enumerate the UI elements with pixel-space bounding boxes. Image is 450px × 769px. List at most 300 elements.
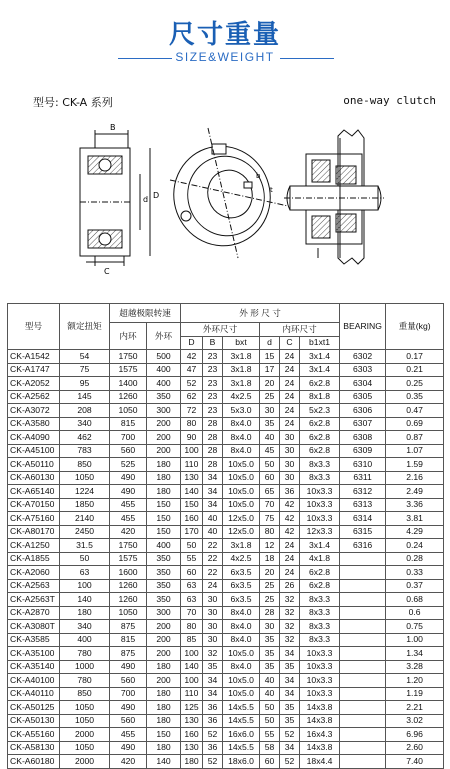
cell-D: 170 bbox=[181, 525, 203, 539]
cell-d: 80 bbox=[260, 525, 280, 539]
cell-D: 100 bbox=[181, 647, 203, 661]
cell-model: CK-A55160 bbox=[8, 728, 60, 742]
cell-torque: 780 bbox=[60, 647, 110, 661]
cell-weight: 0.68 bbox=[386, 593, 444, 607]
cell-bearing: 6302 bbox=[340, 350, 386, 364]
cell-model: CK-A2870 bbox=[8, 606, 60, 620]
cell-d: 60 bbox=[260, 471, 280, 485]
cell-model: CK-A45100 bbox=[8, 444, 60, 458]
cell-B: 34 bbox=[203, 498, 223, 512]
cell-B: 34 bbox=[203, 471, 223, 485]
cell-torque: 140 bbox=[60, 593, 110, 607]
header-speed: 超越极限转速 bbox=[110, 304, 181, 323]
table-row bbox=[8, 363, 444, 377]
cell-B: 28 bbox=[203, 444, 223, 458]
header-speed-inner: 内环 bbox=[110, 323, 147, 350]
cell-D: 130 bbox=[181, 714, 203, 728]
cell-C: 34 bbox=[280, 741, 300, 755]
cell-bearing: 6306 bbox=[340, 404, 386, 418]
cell-C: 32 bbox=[280, 606, 300, 620]
cell-torque: 145 bbox=[60, 390, 110, 404]
table-row bbox=[8, 390, 444, 404]
cell-d: 35 bbox=[260, 417, 280, 431]
cell-b1xt1: 14x3.8 bbox=[300, 714, 340, 728]
cell-B: 28 bbox=[203, 417, 223, 431]
cell-d: 30 bbox=[260, 404, 280, 418]
cell-C: 30 bbox=[280, 471, 300, 485]
table-row bbox=[8, 741, 444, 755]
cell-speed-inner: 420 bbox=[110, 525, 147, 539]
cell-D: 55 bbox=[181, 552, 203, 566]
cell-bxt: 12x5.0 bbox=[223, 512, 260, 526]
cell-B: 32 bbox=[203, 647, 223, 661]
table-row bbox=[8, 660, 444, 674]
cell-bxt: 3x1.8 bbox=[223, 377, 260, 391]
cell-bxt: 8x4.0 bbox=[223, 620, 260, 634]
cell-speed-inner: 1400 bbox=[110, 377, 147, 391]
cell-B: 40 bbox=[203, 512, 223, 526]
cell-b1xt1: 5x2.3 bbox=[300, 404, 340, 418]
cell-bearing: 6308 bbox=[340, 431, 386, 445]
table-row bbox=[8, 620, 444, 634]
cell-B: 35 bbox=[203, 660, 223, 674]
cell-B: 23 bbox=[203, 350, 223, 364]
cell-speed-inner: 490 bbox=[110, 741, 147, 755]
cell-weight: 4.29 bbox=[386, 525, 444, 539]
cell-bearing: 6312 bbox=[340, 485, 386, 499]
cell-C: 35 bbox=[280, 714, 300, 728]
cell-bxt: 6x3.5 bbox=[223, 593, 260, 607]
cell-weight: 7.40 bbox=[386, 755, 444, 769]
cell-d: 50 bbox=[260, 701, 280, 715]
cell-speed-inner: 700 bbox=[110, 431, 147, 445]
cell-weight: 1.07 bbox=[386, 444, 444, 458]
cell-d: 12 bbox=[260, 539, 280, 553]
cell-B: 52 bbox=[203, 728, 223, 742]
technical-drawing bbox=[0, 108, 450, 288]
cell-C: 24 bbox=[280, 539, 300, 553]
cell-C: 52 bbox=[280, 728, 300, 742]
cell-weight: 2.16 bbox=[386, 471, 444, 485]
cell-d: 15 bbox=[260, 350, 280, 364]
cell-speed-outer: 150 bbox=[147, 525, 181, 539]
cell-b1xt1: 8x3.3 bbox=[300, 593, 340, 607]
cell-speed-outer: 400 bbox=[147, 539, 181, 553]
table-row bbox=[8, 525, 444, 539]
cell-model: CK-A2563T bbox=[8, 593, 60, 607]
cell-b1xt1: 4x1.8 bbox=[300, 552, 340, 566]
cell-speed-inner: 455 bbox=[110, 498, 147, 512]
cell-torque: 2140 bbox=[60, 512, 110, 526]
table-row bbox=[8, 714, 444, 728]
front-view bbox=[160, 128, 288, 259]
cell-b1xt1: 3x1.4 bbox=[300, 539, 340, 553]
cell-bxt: 8x4.0 bbox=[223, 633, 260, 647]
cell-bearing: 6314 bbox=[340, 512, 386, 526]
cell-weight: 3.28 bbox=[386, 660, 444, 674]
cell-D: 62 bbox=[181, 390, 203, 404]
cell-torque: 54 bbox=[60, 350, 110, 364]
cell-torque: 340 bbox=[60, 620, 110, 634]
cell-bxt: 10x5.0 bbox=[223, 674, 260, 688]
cell-b1xt1: 10x3.3 bbox=[300, 647, 340, 661]
cell-bearing bbox=[340, 552, 386, 566]
cell-d: 65 bbox=[260, 485, 280, 499]
cell-speed-outer: 200 bbox=[147, 674, 181, 688]
cell-speed-outer: 150 bbox=[147, 728, 181, 742]
cell-d: 20 bbox=[260, 377, 280, 391]
cell-bxt: 10x5.0 bbox=[223, 647, 260, 661]
cell-d: 20 bbox=[260, 566, 280, 580]
cell-speed-inner: 525 bbox=[110, 458, 147, 472]
cell-C: 35 bbox=[280, 660, 300, 674]
cell-d: 50 bbox=[260, 714, 280, 728]
cell-weight: 2.60 bbox=[386, 741, 444, 755]
cell-d: 40 bbox=[260, 687, 280, 701]
cell-bxt: 18x6.0 bbox=[223, 755, 260, 769]
cell-torque: 1050 bbox=[60, 701, 110, 715]
cell-bxt: 4x2.5 bbox=[223, 552, 260, 566]
cell-bxt: 6x3.5 bbox=[223, 566, 260, 580]
table-row bbox=[8, 512, 444, 526]
cell-bxt: 4x2.5 bbox=[223, 390, 260, 404]
cell-weight: 0.28 bbox=[386, 552, 444, 566]
cell-D: 72 bbox=[181, 404, 203, 418]
cell-model: CK-A2562 bbox=[8, 390, 60, 404]
cell-model: CK-A50110 bbox=[8, 458, 60, 472]
cell-speed-outer: 400 bbox=[147, 363, 181, 377]
table-row bbox=[8, 485, 444, 499]
table-row bbox=[8, 647, 444, 661]
cell-speed-outer: 200 bbox=[147, 620, 181, 634]
cell-bxt: 8x4.0 bbox=[223, 606, 260, 620]
cell-D: 47 bbox=[181, 363, 203, 377]
cell-speed-inner: 1260 bbox=[110, 593, 147, 607]
cell-speed-inner: 490 bbox=[110, 660, 147, 674]
header-D: D bbox=[181, 336, 203, 350]
cell-weight: 6.96 bbox=[386, 728, 444, 742]
cell-model: CK-A3080T bbox=[8, 620, 60, 634]
cell-torque: 340 bbox=[60, 417, 110, 431]
cell-d: 35 bbox=[260, 633, 280, 647]
cell-D: 50 bbox=[181, 539, 203, 553]
cell-D: 160 bbox=[181, 728, 203, 742]
cell-bxt: 5x3.0 bbox=[223, 404, 260, 418]
cell-torque: 63 bbox=[60, 566, 110, 580]
cell-speed-outer: 150 bbox=[147, 498, 181, 512]
cell-weight: 1.19 bbox=[386, 687, 444, 701]
cell-D: 160 bbox=[181, 512, 203, 526]
cell-d: 55 bbox=[260, 728, 280, 742]
cell-weight: 3.36 bbox=[386, 498, 444, 512]
cell-D: 110 bbox=[181, 687, 203, 701]
cell-C: 34 bbox=[280, 647, 300, 661]
cell-speed-inner: 1575 bbox=[110, 363, 147, 377]
dim-label-bxt: b bbox=[256, 172, 261, 180]
cell-model: CK-A80170 bbox=[8, 525, 60, 539]
header-bxt: bxt bbox=[223, 336, 260, 350]
table-row bbox=[8, 350, 444, 364]
cell-speed-inner: 560 bbox=[110, 674, 147, 688]
cell-C: 42 bbox=[280, 512, 300, 526]
cell-weight: 2.21 bbox=[386, 701, 444, 715]
cell-torque: 50 bbox=[60, 552, 110, 566]
cell-bearing: 6315 bbox=[340, 525, 386, 539]
dim-label-t: t bbox=[270, 186, 273, 194]
cell-speed-inner: 1260 bbox=[110, 390, 147, 404]
cell-speed-outer: 350 bbox=[147, 593, 181, 607]
cell-d: 18 bbox=[260, 552, 280, 566]
cell-bearing bbox=[340, 714, 386, 728]
cell-D: 90 bbox=[181, 431, 203, 445]
cell-bearing bbox=[340, 647, 386, 661]
cell-weight: 1.00 bbox=[386, 633, 444, 647]
cell-C: 24 bbox=[280, 566, 300, 580]
table-row bbox=[8, 606, 444, 620]
cell-b1xt1: 8x3.3 bbox=[300, 620, 340, 634]
cell-C: 24 bbox=[280, 417, 300, 431]
cell-C: 24 bbox=[280, 377, 300, 391]
table-row bbox=[8, 431, 444, 445]
cell-C: 32 bbox=[280, 620, 300, 634]
table-row bbox=[8, 593, 444, 607]
cell-b1xt1: 6x2.8 bbox=[300, 566, 340, 580]
cell-B: 23 bbox=[203, 363, 223, 377]
cell-torque: 1850 bbox=[60, 498, 110, 512]
cell-D: 80 bbox=[181, 620, 203, 634]
cell-B: 23 bbox=[203, 390, 223, 404]
cell-weight: 0.75 bbox=[386, 620, 444, 634]
cell-torque: 2000 bbox=[60, 755, 110, 769]
cell-B: 23 bbox=[203, 377, 223, 391]
cell-weight: 0.69 bbox=[386, 417, 444, 431]
cell-weight: 0.47 bbox=[386, 404, 444, 418]
cell-D: 130 bbox=[181, 741, 203, 755]
cell-model: CK-A65140 bbox=[8, 485, 60, 499]
cell-bearing: 6310 bbox=[340, 458, 386, 472]
cell-weight: 0.6 bbox=[386, 606, 444, 620]
cell-bxt: 3x1.8 bbox=[223, 363, 260, 377]
cell-model: CK-A75160 bbox=[8, 512, 60, 526]
cell-d: 25 bbox=[260, 579, 280, 593]
cell-weight: 0.25 bbox=[386, 377, 444, 391]
cell-B: 34 bbox=[203, 687, 223, 701]
cell-model: CK-A1855 bbox=[8, 552, 60, 566]
cell-bxt: 3x1.8 bbox=[223, 539, 260, 553]
page-title: 尺寸重量 bbox=[168, 20, 281, 50]
cell-B: 40 bbox=[203, 525, 223, 539]
header-d: d bbox=[260, 336, 280, 350]
cell-d: 40 bbox=[260, 431, 280, 445]
cell-B: 23 bbox=[203, 404, 223, 418]
cell-bxt: 8x4.0 bbox=[223, 431, 260, 445]
cell-D: 70 bbox=[181, 606, 203, 620]
cell-bxt: 16x6.0 bbox=[223, 728, 260, 742]
spec-table-body bbox=[8, 350, 444, 769]
cell-d: 45 bbox=[260, 444, 280, 458]
cell-torque: 1000 bbox=[60, 660, 110, 674]
cell-torque: 462 bbox=[60, 431, 110, 445]
cell-speed-outer: 350 bbox=[147, 579, 181, 593]
table-row bbox=[8, 458, 444, 472]
header-dims: 外 形 尺 寸 bbox=[181, 304, 340, 323]
table-row bbox=[8, 417, 444, 431]
cell-speed-inner: 455 bbox=[110, 728, 147, 742]
cell-speed-outer: 500 bbox=[147, 350, 181, 364]
cell-C: 42 bbox=[280, 525, 300, 539]
cell-bearing bbox=[340, 741, 386, 755]
cell-torque: 783 bbox=[60, 444, 110, 458]
dim-label-c: C bbox=[104, 267, 110, 276]
dim-label-big-d: D bbox=[153, 191, 160, 200]
cell-model: CK-A50130 bbox=[8, 714, 60, 728]
cell-d: 75 bbox=[260, 512, 280, 526]
cell-speed-outer: 200 bbox=[147, 417, 181, 431]
cell-bxt: 8x4.0 bbox=[223, 417, 260, 431]
cell-speed-outer: 140 bbox=[147, 755, 181, 769]
cell-D: 110 bbox=[181, 458, 203, 472]
cell-bxt: 3x1.8 bbox=[223, 350, 260, 364]
cell-bearing bbox=[340, 579, 386, 593]
cell-speed-inner: 420 bbox=[110, 755, 147, 769]
cell-b1xt1: 14x3.8 bbox=[300, 701, 340, 715]
cell-bearing: 6305 bbox=[340, 390, 386, 404]
cell-D: 140 bbox=[181, 485, 203, 499]
assembly-view bbox=[284, 130, 384, 264]
page-subtitle: SIZE&WEIGHT bbox=[175, 50, 275, 64]
cell-B: 34 bbox=[203, 674, 223, 688]
cell-weight: 0.17 bbox=[386, 350, 444, 364]
cell-bxt: 10x5.0 bbox=[223, 485, 260, 499]
header-speed-outer: 外环 bbox=[147, 323, 181, 350]
cell-B: 36 bbox=[203, 741, 223, 755]
cell-b1xt1: 6x2.8 bbox=[300, 417, 340, 431]
cell-d: 28 bbox=[260, 606, 280, 620]
table-row bbox=[8, 579, 444, 593]
cell-torque: 850 bbox=[60, 687, 110, 701]
side-section-view bbox=[80, 130, 150, 266]
cell-torque: 75 bbox=[60, 363, 110, 377]
cell-C: 24 bbox=[280, 390, 300, 404]
cell-speed-outer: 180 bbox=[147, 687, 181, 701]
cell-torque: 1050 bbox=[60, 471, 110, 485]
cell-d: 40 bbox=[260, 674, 280, 688]
cell-speed-outer: 200 bbox=[147, 431, 181, 445]
cell-torque: 31.5 bbox=[60, 539, 110, 553]
cell-C: 24 bbox=[280, 552, 300, 566]
cell-model: CK-A70150 bbox=[8, 498, 60, 512]
cell-B: 22 bbox=[203, 566, 223, 580]
cell-C: 34 bbox=[280, 674, 300, 688]
cell-b1xt1: 10x3.3 bbox=[300, 674, 340, 688]
cell-d: 35 bbox=[260, 647, 280, 661]
cell-torque: 1224 bbox=[60, 485, 110, 499]
cell-torque: 780 bbox=[60, 674, 110, 688]
model-series-label: 型号: CK-A 系列 bbox=[33, 96, 113, 109]
cell-torque: 100 bbox=[60, 579, 110, 593]
table-row bbox=[8, 566, 444, 580]
cell-model: CK-A35100 bbox=[8, 647, 60, 661]
cell-bxt: 10x5.0 bbox=[223, 498, 260, 512]
cell-speed-outer: 200 bbox=[147, 444, 181, 458]
cell-model: CK-A60180 bbox=[8, 755, 60, 769]
cell-bearing: 6307 bbox=[340, 417, 386, 431]
cell-b1xt1: 3x1.4 bbox=[300, 350, 340, 364]
cell-b1xt1: 8x1.8 bbox=[300, 390, 340, 404]
cell-b1xt1: 10x3.3 bbox=[300, 512, 340, 526]
header-B: B bbox=[203, 336, 223, 350]
header-b1xt1: b1xt1 bbox=[300, 336, 340, 350]
cell-bearing bbox=[340, 593, 386, 607]
cell-b1xt1: 6x2.8 bbox=[300, 431, 340, 445]
cell-d: 50 bbox=[260, 458, 280, 472]
cell-C: 42 bbox=[280, 498, 300, 512]
cell-d: 70 bbox=[260, 498, 280, 512]
cell-bearing: 6316 bbox=[340, 539, 386, 553]
cell-D: 42 bbox=[181, 350, 203, 364]
cell-b1xt1: 14x3.8 bbox=[300, 741, 340, 755]
cell-D: 63 bbox=[181, 593, 203, 607]
cell-bxt: 6x3.5 bbox=[223, 579, 260, 593]
cell-weight: 0.33 bbox=[386, 566, 444, 580]
cell-C: 24 bbox=[280, 363, 300, 377]
cell-C: 24 bbox=[280, 350, 300, 364]
cell-bearing bbox=[340, 728, 386, 742]
cell-bearing: 6311 bbox=[340, 471, 386, 485]
cell-B: 28 bbox=[203, 458, 223, 472]
cell-speed-inner: 490 bbox=[110, 701, 147, 715]
cell-bxt: 10x5.0 bbox=[223, 687, 260, 701]
cell-speed-outer: 300 bbox=[147, 404, 181, 418]
cell-B: 30 bbox=[203, 633, 223, 647]
table-row bbox=[8, 728, 444, 742]
cell-C: 32 bbox=[280, 593, 300, 607]
cell-torque: 2450 bbox=[60, 525, 110, 539]
cell-C: 24 bbox=[280, 404, 300, 418]
cell-B: 36 bbox=[203, 714, 223, 728]
cell-B: 28 bbox=[203, 431, 223, 445]
cell-b1xt1: 10x3.3 bbox=[300, 660, 340, 674]
cell-model: CK-A2060 bbox=[8, 566, 60, 580]
cell-d: 30 bbox=[260, 620, 280, 634]
cell-speed-outer: 200 bbox=[147, 647, 181, 661]
cell-D: 100 bbox=[181, 444, 203, 458]
cell-model: CK-A3580 bbox=[8, 417, 60, 431]
cell-b1xt1: 8x3.3 bbox=[300, 458, 340, 472]
cell-bearing bbox=[340, 606, 386, 620]
cell-C: 35 bbox=[280, 701, 300, 715]
header-weight: 重量(kg) bbox=[386, 304, 444, 350]
cell-model: CK-A3072 bbox=[8, 404, 60, 418]
header-inner-dims: 内环尺寸 bbox=[260, 323, 340, 337]
cell-b1xt1: 6x2.8 bbox=[300, 377, 340, 391]
cell-model: CK-A40110 bbox=[8, 687, 60, 701]
cell-speed-inner: 815 bbox=[110, 633, 147, 647]
header-bearing: BEARING bbox=[340, 304, 386, 350]
cell-bearing: 6303 bbox=[340, 363, 386, 377]
table-row bbox=[8, 377, 444, 391]
cell-speed-inner: 490 bbox=[110, 485, 147, 499]
table-row bbox=[8, 633, 444, 647]
cell-torque: 208 bbox=[60, 404, 110, 418]
cell-b1xt1: 8x3.3 bbox=[300, 471, 340, 485]
cell-d: 25 bbox=[260, 593, 280, 607]
cell-speed-inner: 875 bbox=[110, 620, 147, 634]
cell-model: CK-A1542 bbox=[8, 350, 60, 364]
cell-bxt: 8x4.0 bbox=[223, 660, 260, 674]
header-C: C bbox=[280, 336, 300, 350]
cell-C: 30 bbox=[280, 444, 300, 458]
